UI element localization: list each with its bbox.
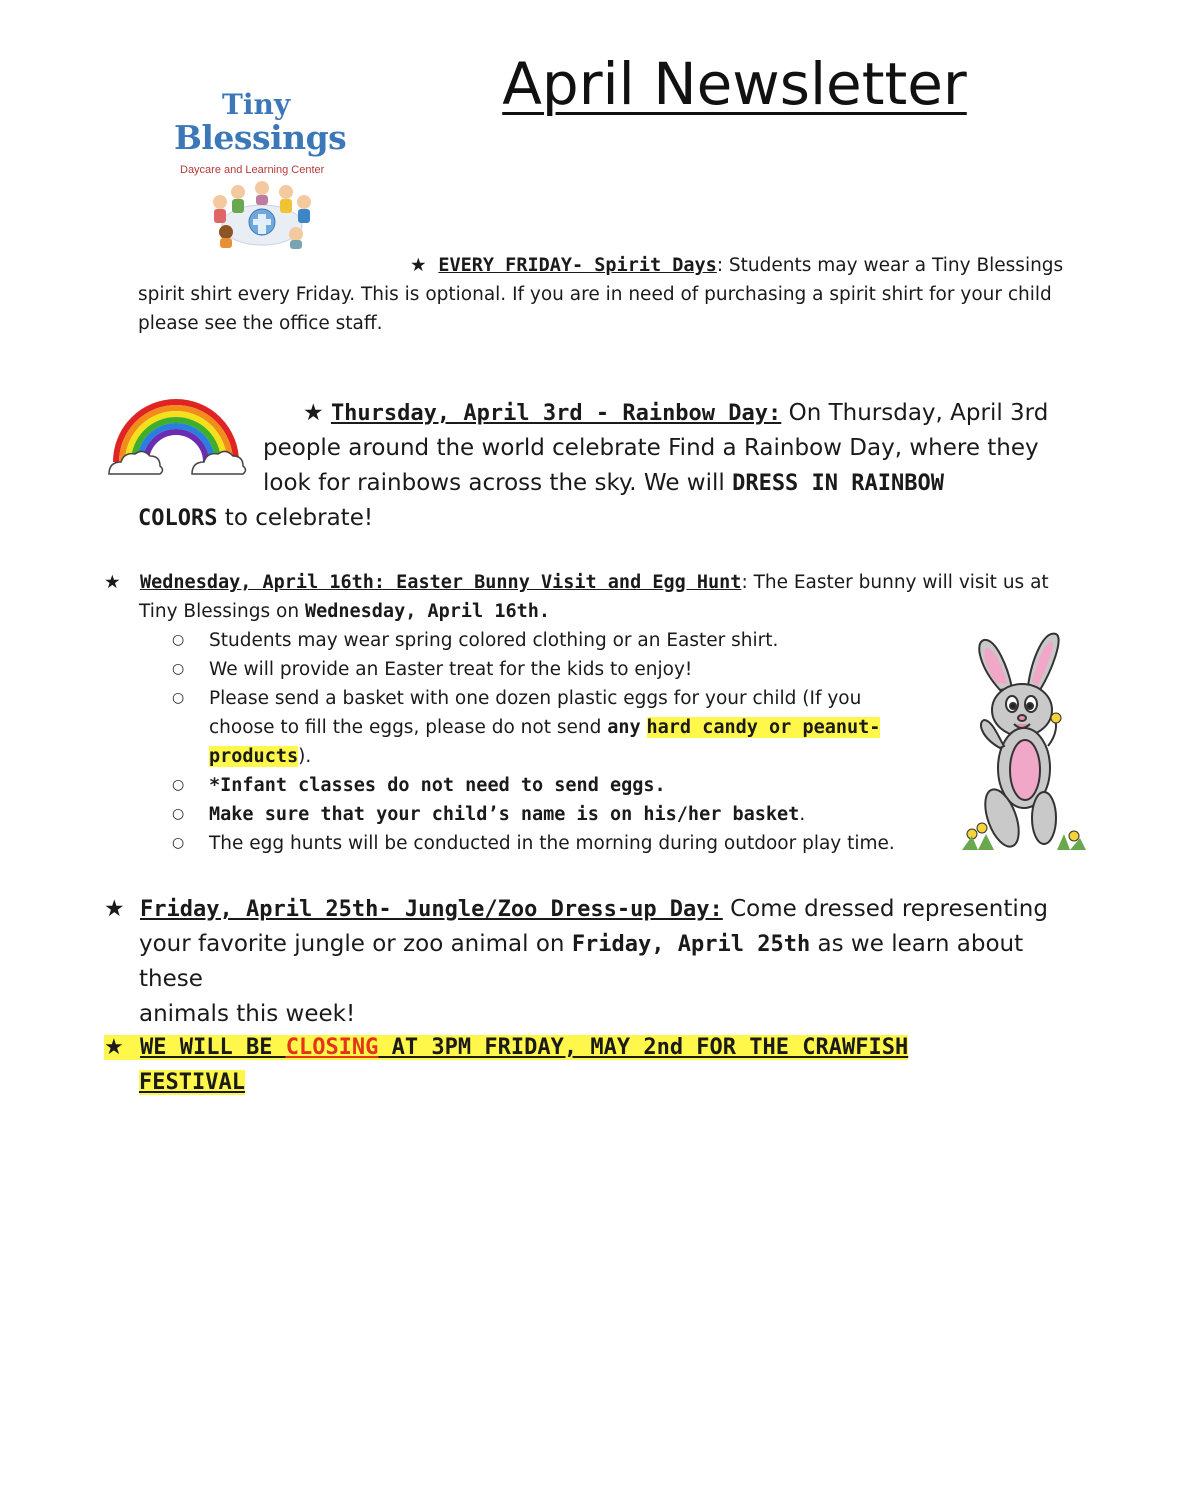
star-bullet: ★ bbox=[303, 400, 324, 426]
logo-tagline: Daycare and Learning Center bbox=[180, 164, 325, 176]
logo-line-2: Blessings bbox=[174, 118, 347, 157]
spirit-days-text-b: Blessings spirit shirt every Friday. This is optional. If you are in need of purchasing a spirit shirt for your child please see the office staff. bbox=[138, 255, 1064, 334]
jungle-text-b: your favorite jungle or zoo animal on bbox=[139, 931, 572, 957]
rainbow-day-text-b: people around the world celebrate Find a Rainbow Day, where they bbox=[263, 435, 1039, 461]
logo-line-1: Tiny bbox=[222, 88, 291, 121]
easter-bunny-icon bbox=[962, 628, 1087, 853]
spirit-days-paragraph bbox=[138, 251, 1078, 338]
star-bullet: ★ bbox=[410, 255, 427, 276]
jungle-bold-date: Friday, April 25th bbox=[571, 932, 811, 957]
jungle-text-c: as we learn about these bbox=[139, 931, 1024, 992]
spirit-days-text-a: : Students may wear a Tiny bbox=[716, 255, 971, 276]
closing-notice bbox=[104, 1030, 1094, 1100]
tiny-blessings-logo bbox=[172, 88, 357, 253]
closing-red-word: CLOSING bbox=[285, 1035, 379, 1060]
jungle-text-d: animals this week! bbox=[139, 1001, 356, 1027]
list-item: ○ We will provide an Easter treat for the kids to enjoy! bbox=[172, 659, 693, 680]
logo-children-illustration-icon bbox=[202, 180, 322, 250]
easter-text-b: Tiny Blessings on bbox=[139, 601, 305, 622]
page-title: April Newsletter bbox=[502, 50, 967, 118]
star-bullet: ★ bbox=[104, 896, 125, 922]
easter-paragraph bbox=[104, 568, 1079, 626]
rainbow-day-text-d: to celebrate! bbox=[217, 505, 374, 531]
closing-text-b: AT 3PM FRIDAY, MAY 2nd FOR THE CRAWFISH bbox=[378, 1035, 909, 1060]
star-bullet: ★ bbox=[104, 572, 121, 593]
star-bullet: ★ bbox=[104, 1035, 124, 1060]
list-item: ○ The egg hunts will be conducted in the morning during outdoor play time. bbox=[172, 833, 895, 854]
closing-text-c: FESTIVAL bbox=[139, 1070, 245, 1095]
list-item: ○ Make sure that your child’s name is on his/her basket. bbox=[172, 804, 806, 825]
list-item: ○ Students may wear spring colored clothing or an Easter shirt. bbox=[172, 630, 779, 651]
rainbow-day-bold-b: COLORS bbox=[138, 506, 218, 531]
spirit-days-heading: EVERY FRIDAY- Spirit Days bbox=[438, 255, 717, 276]
easter-heading: Wednesday, April 16th: Easter Bunny Visit and Egg Hunt bbox=[140, 572, 742, 593]
easter-text-a: : The Easter bunny will visit us at bbox=[741, 572, 1049, 593]
rainbow-day-text-c: look for rainbows across the sky. We will bbox=[263, 470, 733, 496]
jungle-text-a: Come dressed representing bbox=[722, 896, 1048, 922]
closing-text-a: WE WILL BE bbox=[140, 1035, 286, 1060]
jungle-zoo-paragraph bbox=[104, 892, 1094, 1032]
jungle-heading: Friday, April 25th- Jungle/Zoo Dress-up Day: bbox=[140, 897, 723, 922]
easter-bold-date: Wednesday, April 16th. bbox=[304, 601, 551, 622]
rainbow-day-bold-a: DRESS IN RAINBOW bbox=[732, 471, 944, 496]
highlighted-warning: hard candy or peanut-products bbox=[209, 717, 881, 767]
rainbow-day-paragraph bbox=[138, 396, 1083, 536]
list-item: ○ Please send a basket with one dozen plastic eggs for your child (If you choose to fill the eggs, please do not send any hard candy or peanut-products). bbox=[172, 688, 881, 767]
list-item: ○ *Infant classes do not need to send eggs. bbox=[172, 775, 666, 796]
rainbow-day-heading: Thursday, April 3rd - Rainbow Day: bbox=[330, 401, 782, 426]
rainbow-day-text-a: On Thursday, April 3rd bbox=[781, 400, 1049, 426]
easter-details-list bbox=[172, 626, 942, 858]
